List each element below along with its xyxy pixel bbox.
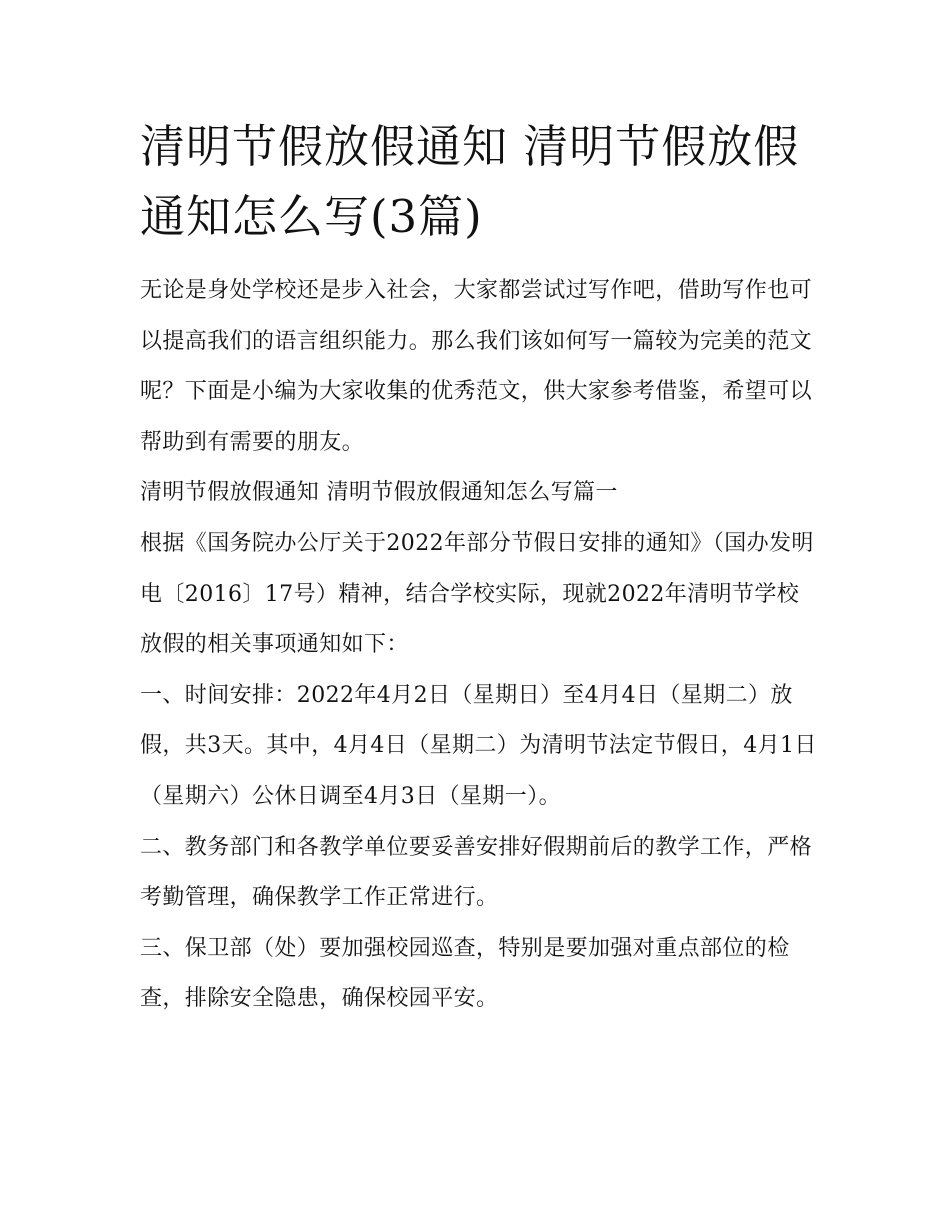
document-page [140, 112, 820, 1025]
intro-paragraph: 无论是身处学校还是步入社会，大家都尝试过写作吧，借助写作也可以提高我们的语言组织能力。那么我们该如何写一篇较为完美的范文呢？下面是小编为大家收集的优秀范文，供大家参考借鉴，希望可以帮助到有需要的朋友。 [140, 278, 813, 455]
notice-basis-paragraph: 根据《国务院办公厅关于2022年部分节假日安排的通知》（国办发明电〔2016〕17号）精神，结合学校实际，现就2022年清明节学校放假的相关事项通知如下： [140, 530, 814, 658]
item-three-paragraph: 三、保卫部（处）要加强校园巡查，特别是要加强对重点部位的检查，排除安全隐患，确保校园平安。 [140, 935, 790, 1012]
section-heading: 清明节假放假通知 清明节假放假通知怎么写篇一 [140, 480, 618, 506]
item-two-paragraph: 二、教务部门和各教学单位要妥善安排好假期前后的教学工作，严格考勤管理，确保教学工作正常进行。 [140, 834, 813, 911]
item-one-paragraph: 一、时间安排：2022年4月2日（星期日）至4月4日（星期二）放假，共3天。其中，4月4日（星期二）为清明节法定节假日，4月1日（星期六）公休日调至4月3日（星期一）。 [140, 682, 817, 809]
document-title: 清明节假放假通知 清明节假放假通知怎么写(3篇) [140, 120, 800, 243]
